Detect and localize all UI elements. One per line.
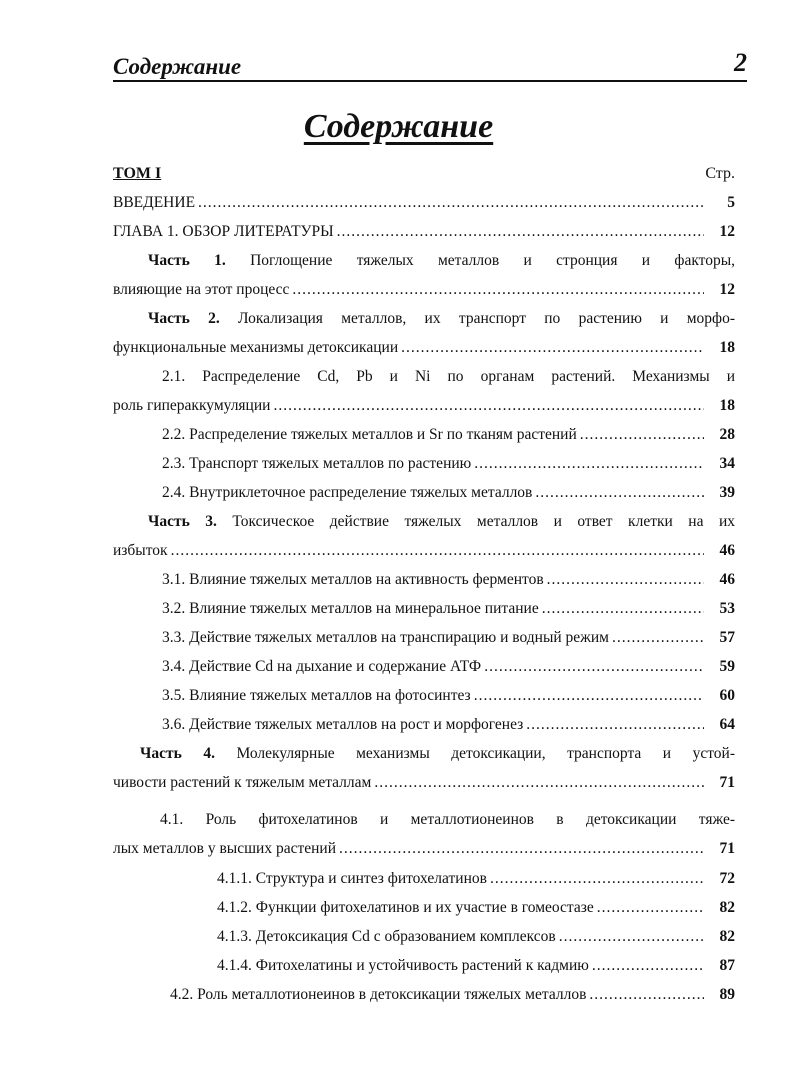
toc-entry[interactable]: 4.2. Роль металлотионеинов в детоксикации тяжелых металлов ..... 89 bbox=[170, 986, 735, 1008]
toc-entry[interactable]: 3.5. Влияние тяжелых металлов на фотосинтез ..... 60 bbox=[162, 687, 735, 709]
volume-label: ТОМ I bbox=[113, 165, 162, 182]
page-title: Содержание bbox=[303, 108, 494, 145]
toc-entry-line1: 2.1. Распределение Cd, Pb и Ni по органам растений. Механизмы и bbox=[162, 368, 735, 385]
toc-entry[interactable]: 3.6. Действие тяжелых металлов на рост и морфогенез ..... 64 bbox=[162, 716, 735, 738]
running-title: Содержание bbox=[113, 54, 242, 79]
toc-entry-line1: Часть 2. Локализация металлов, их транспорт по растению и морфо- bbox=[148, 310, 735, 327]
toc-entry[interactable]: 2.2. Распределение тяжелых металлов и Sr по тканям растений ..... 28 bbox=[162, 426, 735, 448]
running-header bbox=[113, 48, 747, 82]
toc-entry-line1: Часть 3. Токсическое действие тяжелых металлов и ответ клетки на их bbox=[148, 513, 735, 530]
toc-entry-line1: Часть 1. Поглощение тяжелых металлов и стронция и факторы, bbox=[148, 252, 735, 269]
toc-entry[interactable]: роль гипераккумуляции ..... 18 bbox=[113, 397, 735, 419]
toc-entry[interactable]: ВВЕДЕНИЕ ..... 5 bbox=[113, 194, 735, 216]
toc-entry[interactable]: 4.1.4. Фитохелатины и устойчивость растений к кадмию ..... 87 bbox=[217, 957, 735, 979]
toc-entry[interactable]: 3.1. Влияние тяжелых металлов на активность ферментов ..... 46 bbox=[162, 571, 735, 593]
toc-entry[interactable]: лых металлов у высших растений ..... 71 bbox=[113, 840, 735, 862]
toc-entry[interactable]: 2.4. Внутриклеточное распределение тяжелых металлов ..... 39 bbox=[162, 484, 735, 506]
toc-entry[interactable]: избыток ..... 46 bbox=[113, 542, 735, 564]
toc-entry[interactable]: ГЛАВА 1. ОБЗОР ЛИТЕРАТУРЫ ..... 12 bbox=[113, 223, 735, 245]
toc-entry[interactable]: 4.1.3. Детоксикация Cd с образованием комплексов ..... 82 bbox=[217, 928, 735, 950]
toc-entry[interactable]: чивости растений к тяжелым металлам ..... 71 bbox=[113, 774, 735, 796]
toc-entry[interactable]: 3.4. Действие Cd на дыхание и содержание АТФ ..... 59 bbox=[162, 658, 735, 680]
toc-entry[interactable]: 2.3. Транспорт тяжелых металлов по растению ..... 34 bbox=[162, 455, 735, 477]
toc-entry[interactable]: 3.3. Действие тяжелых металлов на транспирацию и водный режим ..... 57 bbox=[162, 629, 735, 651]
toc-entry[interactable]: 3.2. Влияние тяжелых металлов на минеральное питание ..... 53 bbox=[162, 600, 735, 622]
toc-entry[interactable]: функциональные механизмы детоксикации ..... 18 bbox=[113, 339, 735, 361]
toc-entry[interactable]: влияющие на этот процесс ..... 12 bbox=[113, 281, 735, 303]
toc-entry[interactable]: 4.1.2. Функции фитохелатинов и их участие в гомеостазе ..... 82 bbox=[217, 899, 735, 921]
toc-entry-line1: Часть 4. Молекулярные механизмы детоксикации, транспорта и устой- bbox=[140, 745, 735, 762]
page-number: 2 bbox=[734, 48, 747, 77]
toc-entry-line1: 4.1. Роль фитохелатинов и металлотионеинов в детоксикации тяже- bbox=[160, 811, 735, 828]
page-column-label: Стр. bbox=[705, 165, 735, 182]
toc-entry[interactable]: 4.1.1. Структура и синтез фитохелатинов ..... 72 bbox=[217, 870, 735, 892]
